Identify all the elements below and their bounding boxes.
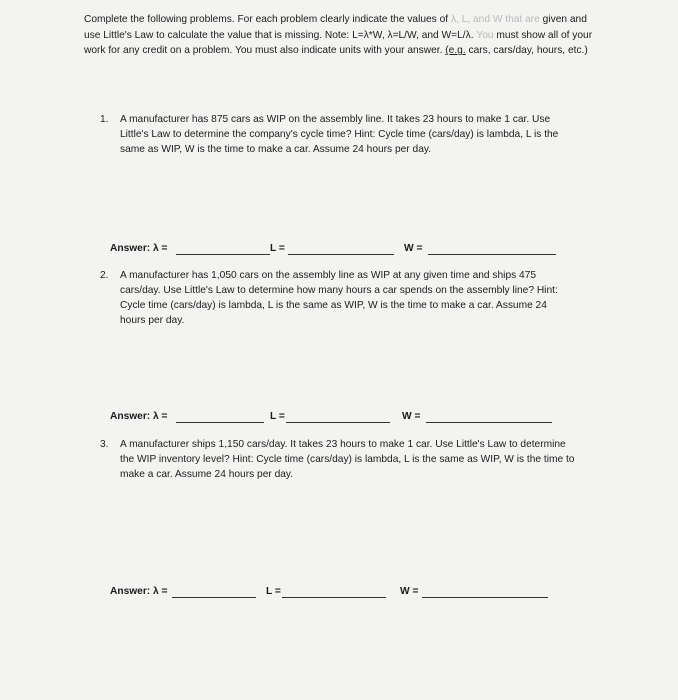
instructions-eg: (e.g. xyxy=(445,45,466,57)
answer-row-3 xyxy=(110,586,560,600)
answer-l-blank[interactable] xyxy=(286,422,390,423)
problem-number: 1. xyxy=(100,114,109,125)
instructions-paragraph xyxy=(84,12,594,59)
instructions-text-3: must show all of your work for any credit on a problem. You must also indicate units with your answer. xyxy=(84,29,593,57)
answer-l-blank[interactable] xyxy=(282,597,386,598)
problem-number: 2. xyxy=(100,270,109,281)
answer-lambda-label: Answer: λ = xyxy=(110,243,168,254)
problem-text: A manufacturer has 875 cars as WIP on the assembly line. It takes 23 hours to make 1 car. Use Little's Law to determine the company's cycle time? Hint: Cycle time (cars/day) is lambda, L is the same as WIP, W is the time to make a car. Assume 24 hours per day. xyxy=(120,114,559,155)
answer-row-2 xyxy=(110,411,560,425)
problem-2 xyxy=(100,268,575,328)
answer-l-label: L = xyxy=(266,586,281,597)
answer-w-blank[interactable] xyxy=(428,254,556,255)
answer-lambda-blank[interactable] xyxy=(176,422,264,423)
answer-w-label: W = xyxy=(404,243,423,254)
answer-lambda-blank[interactable] xyxy=(176,254,270,255)
problem-number: 3. xyxy=(100,439,109,450)
answer-w-blank[interactable] xyxy=(426,422,552,423)
problem-1 xyxy=(100,112,575,157)
problem-text: A manufacturer ships 1,150 cars/day. It takes 23 hours to make 1 car. Use Little's Law to determine the WIP inventory level? Hint: Cycle time (cars/day) is lambda, L is the same as WIP, W is the time to make a car. Assume 24 hours per day. xyxy=(120,439,575,480)
answer-w-label: W = xyxy=(400,586,419,597)
instructions-faded-text-1: λ, L, and W that are xyxy=(450,14,540,25)
instructions-text-2: given and use Little's Law to calculate the value that is missing. Note: L=λ*W, λ=L/W, and W=L/λ. xyxy=(84,14,587,41)
answer-lambda-label: Answer: λ = xyxy=(110,586,168,597)
instructions-faded-text-2: You xyxy=(476,29,494,41)
answer-w-label: W = xyxy=(402,411,421,422)
answer-l-blank[interactable] xyxy=(288,254,394,255)
problem-3 xyxy=(100,437,575,482)
answer-row-1 xyxy=(110,243,560,257)
answer-l-label: L = xyxy=(270,243,285,254)
answer-l-label: L = xyxy=(270,411,285,422)
problem-text: A manufacturer has 1,050 cars on the assembly line as WIP at any given time and ships 475 cars/day. Use Little's Law to determine how many hours a car spends on the assembly line? Hint: Cycle time (cars/day) is lambda, L is the same as WIP, W is the time to make a car. Assume 24 hours per day. xyxy=(120,270,558,326)
answer-lambda-label: Answer: λ = xyxy=(110,411,168,422)
instructions-text-1: Complete the following problems. For each problem clearly indicate the values of xyxy=(84,14,451,25)
answer-lambda-blank[interactable] xyxy=(172,597,256,598)
instructions-text-4: cars, cars/day, hours, etc.) xyxy=(465,45,588,57)
answer-w-blank[interactable] xyxy=(422,597,548,598)
